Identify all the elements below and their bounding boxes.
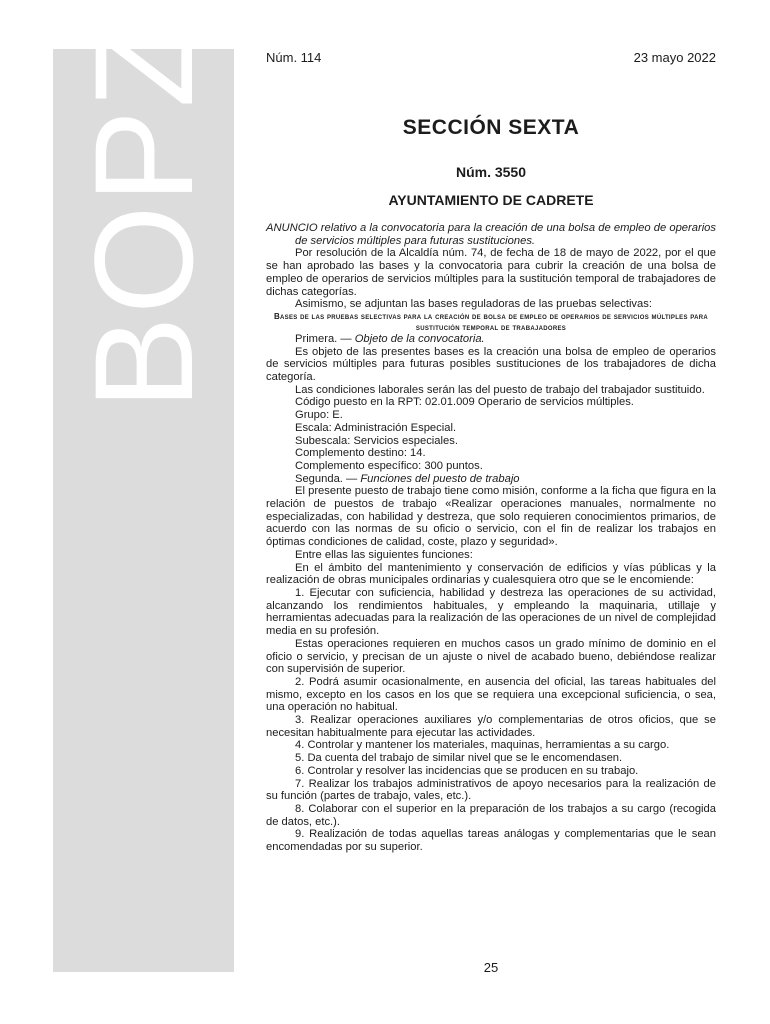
paragraph: Las condiciones laborales serán las del puesto de trabajo del trabajador sustituido. — [295, 383, 705, 396]
paragraph: Estas operaciones requieren en muchos casos un grado mínimo de dominio en el oficio o servicio, y precisan de un ajuste o nivel de acabado bueno, debiéndose realizar con supervisión de superior. — [266, 637, 716, 676]
paragraph: 4. Controlar y mantener los materiales, maquinas, herramientas a su cargo. — [295, 739, 670, 752]
subheading-label: Primera. — — [295, 332, 355, 345]
paragraph: Complemento destino: 14. — [295, 447, 426, 460]
subheading-primera — [266, 333, 716, 346]
document-body — [266, 222, 716, 854]
paragraph: Grupo: E. — [295, 409, 343, 422]
section-title: SECCIÓN SEXTA — [402, 116, 580, 139]
paragraph: En el ámbito del mantenimiento y conservación de edificios y vías públicas y la realización de obras municipales ordinarias y cualesquiera otro que se le encomiende: — [266, 561, 716, 587]
bopz-logo-text: BOPZ — [65, 20, 222, 410]
paragraph: Es objeto de las presentes bases es la creación una bolsa de empleo de operarios de servicios múltiples para futuras posibles sustituciones de los trabajadores de dicha categoría. — [266, 345, 716, 384]
subheading-label: Segunda. — — [295, 472, 361, 485]
page-number: 25 — [483, 960, 499, 975]
paragraph: Por resolución de la Alcaldía núm. 74, de fecha de 18 de mayo de 2022, por el que se han aprobado las bases y la convocatoria para cubrir la creación de una bolsa de empleo de operarios de servicios múltiples para la sustitución temporal de trabajadores de dichas categorías. — [266, 247, 716, 298]
subheading-title: Funciones del puesto de trabajo — [360, 472, 520, 485]
paragraph: Escala: Administración Especial. — [295, 421, 457, 434]
organization-name: AYUNTAMIENTO DE CADRETE — [388, 192, 594, 208]
paragraph: El presente puesto de trabajo tiene como misión, conforme a la ficha que figura en la relación de puestos de trabajo «Realizar operaciones manuales, normalmente no especializadas, con habilidad y destreza, que solo requieren conocimientos primarios, de acuerdo con las normas de su oficio o servicio, con el fin de realizar los trabajos en óptimas condiciones de calidad, coste, plazo y seguridad». — [266, 485, 716, 549]
bases-heading: Bases de las pruebas selectivas para la creación de bolsa de empleo de operarios de servicios múltiples para sustitución temporal de trabajadores — [273, 311, 709, 332]
paragraph: 8. Colaborar con el superior en la preparación de los trabajos a su cargo (recogida de datos, etc.). — [266, 802, 716, 828]
paragraph: Entre ellas las siguientes funciones: — [295, 548, 473, 561]
anuncio-paragraph: ANUNCIO relativo a la convocatoria para la creación de una bolsa de empleo de operarios de servicios múltiples para futuras sustituciones. — [266, 222, 716, 247]
paragraph: Código puesto en la RPT: 02.01.009 Operario de servicios múltiples. — [295, 396, 634, 409]
paragraph: Asimismo, se adjuntan las bases reguladoras de las pruebas selectivas: — [295, 298, 652, 311]
paragraph: 7. Realizar los trabajos administrativos de apoyo necesarios para la realización de su función (partes de trabajo, vales, etc.). — [266, 777, 716, 803]
paragraph: 5. Da cuenta del trabajo de similar nivel que se le encomendasen. — [295, 752, 623, 765]
paragraph: Subescala: Servicios especiales. — [295, 434, 458, 447]
issue-number: Núm. 114 — [266, 50, 322, 65]
paragraph: Complemento específico: 300 puntos. — [295, 459, 483, 472]
paragraph: 1. Ejecutar con suficiencia, habilidad y destreza las operaciones de su actividad, alcanzando los rendimientos habituales, y empleando la maquinaria, utillaje y herramientas adecuadas para la realización de las operaciones de un nivel de complejidad media en su profesión. — [266, 586, 716, 638]
issue-date: 23 mayo 2022 — [633, 50, 716, 65]
paragraph: 2. Podrá asumir ocasionalmente, en ausencia del oficial, las tareas habituales del mismo, excepto en los casos en los que se requiera una excepcional suficiencia, o sea, una operación no habitual. — [266, 675, 716, 714]
paragraph: 3. Realizar operaciones auxiliares y/o complementarias de otros oficios, que se necesitan habitualmente para ejecutar las actividades. — [266, 714, 716, 739]
subheading-title: Objeto de la convocatoria. — [354, 332, 485, 345]
subheading-segunda — [266, 473, 716, 486]
paragraph: 9. Realización de todas aquellas tareas análogas y complementarias que le sean encomendadas por su superior. — [266, 828, 716, 854]
bopz-logo — [65, 20, 222, 410]
announcement-number: Núm. 3550 — [455, 164, 527, 180]
paragraph: 6. Controlar y resolver las incidencias que se producen en su trabajo. — [295, 764, 639, 777]
